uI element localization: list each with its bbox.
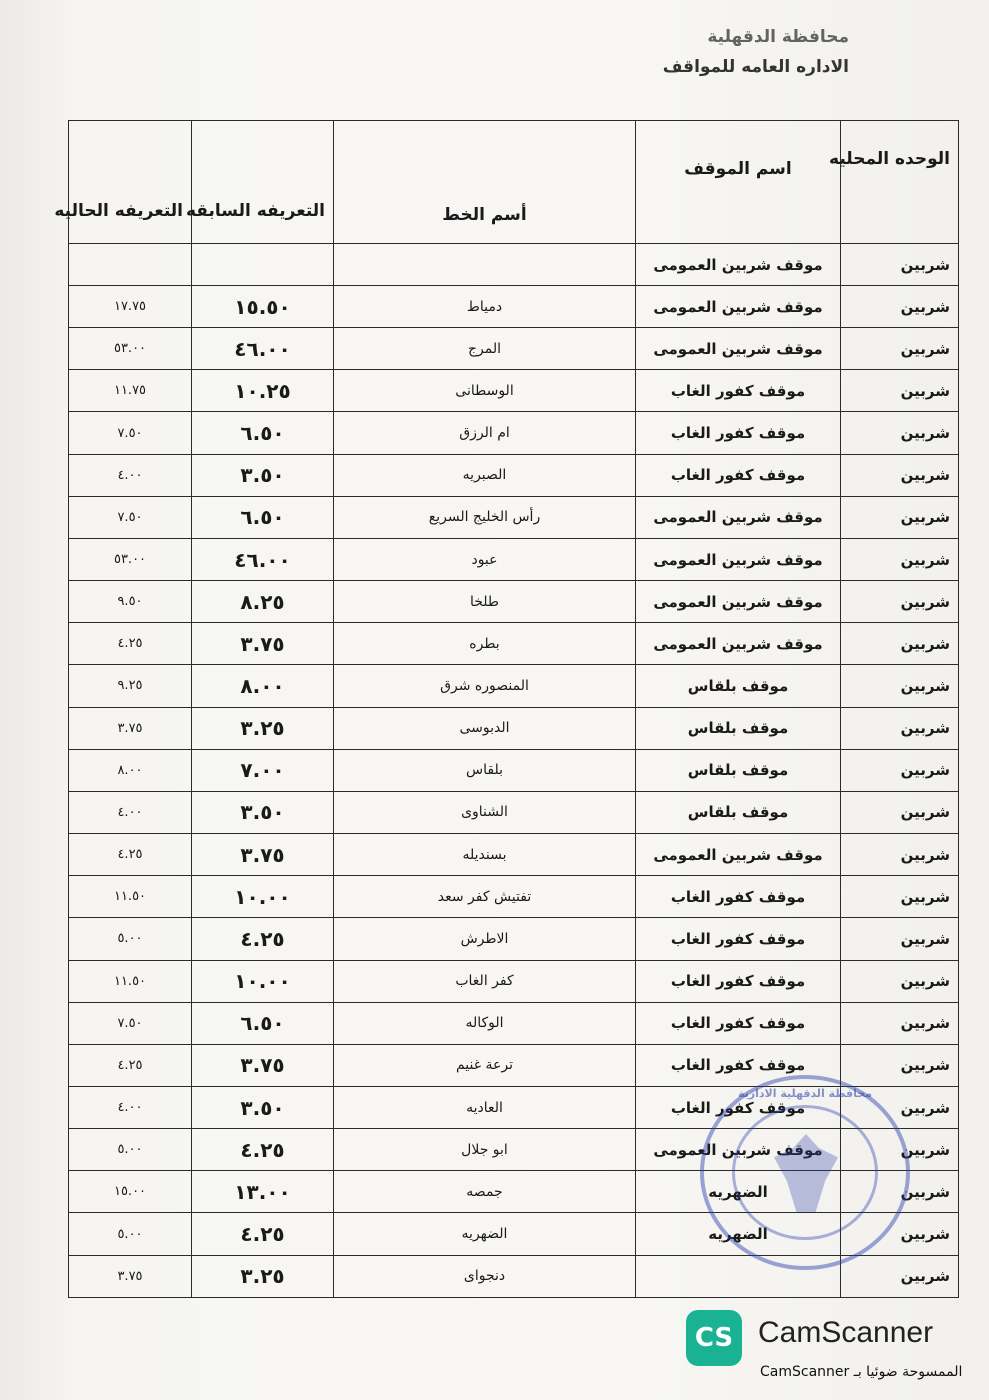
cell-unit: شربين — [841, 749, 959, 791]
cell-current-fare: ٤.٠٠ — [69, 1086, 192, 1128]
cell-station: موقف شربين العمومى — [636, 496, 841, 538]
col-header-current-fare: التعريفه الحاليه — [69, 121, 192, 244]
table-row — [69, 581, 959, 623]
cell-station: موقف بلقاس — [636, 665, 841, 707]
cell-station: موقف كفور الغاب — [636, 876, 841, 918]
col-header-line: أسم الخط — [334, 121, 636, 244]
cell-current-fare: ٥.٠٠ — [69, 918, 192, 960]
stamp-text: محافظة الدقهلية الادارية — [738, 1087, 872, 1100]
table-row — [69, 370, 959, 412]
cell-unit: شربين — [841, 1255, 959, 1297]
cell-line: تفتيش كفر سعد — [334, 876, 636, 918]
table-row — [69, 665, 959, 707]
cell-line: الاطرش — [334, 918, 636, 960]
cell-prev-fare: ١٠.٠٠ — [192, 876, 334, 918]
cell-station: موقف كفور الغاب — [636, 918, 841, 960]
cell-current-fare: ٧.٥٠ — [69, 412, 192, 454]
cell-prev-fare: ٣.٢٥ — [192, 707, 334, 749]
cell-current-fare: ٧.٥٠ — [69, 496, 192, 538]
cell-current-fare: ٤.٢٥ — [69, 834, 192, 876]
governorate-name: محافظة الدقهلية — [707, 27, 849, 47]
cell-station: موقف كفور الغاب — [636, 960, 841, 1002]
cell-unit: شربين — [841, 412, 959, 454]
cell-line: بطره — [334, 623, 636, 665]
col-header-station: اسم الموقف — [636, 121, 841, 244]
cell-unit: شربين — [841, 1044, 959, 1086]
cell-unit: شربين — [841, 538, 959, 580]
cell-station: موقف كفور الغاب — [636, 1086, 841, 1128]
cell-prev-fare: ٣.٧٥ — [192, 1044, 334, 1086]
cell-line: دمياط — [334, 286, 636, 328]
table-row — [69, 960, 959, 1002]
col-header-prev-fare: التعريفه السابقه — [192, 121, 334, 244]
cell-station: موقف بلقاس — [636, 791, 841, 833]
cell-station: موقف شربين العمومى — [636, 623, 841, 665]
department-name: الاداره العامه للمواقف — [662, 57, 849, 77]
cell-unit: شربين — [841, 1213, 959, 1255]
cell-prev-fare: ٦.٥٠ — [192, 412, 334, 454]
cell-line: الدبوسى — [334, 707, 636, 749]
cell-station: موقف شربين العمومى — [636, 286, 841, 328]
cell-prev-fare: ٣.٥٠ — [192, 791, 334, 833]
cell-prev-fare: ٦.٥٠ — [192, 1002, 334, 1044]
cell-prev-empty — [192, 244, 334, 286]
cell-unit: شربين — [841, 665, 959, 707]
camscanner-logo-icon: CS — [686, 1310, 742, 1366]
cell-current-fare: ١٧.٧٥ — [69, 286, 192, 328]
cell-line: الضهريه — [334, 1213, 636, 1255]
cell-station: موقف كفور الغاب — [636, 412, 841, 454]
cell-line: بلقاس — [334, 749, 636, 791]
cell-unit: شربين — [841, 707, 959, 749]
table-row — [69, 1086, 959, 1128]
cell-current-fare: ١١.٥٠ — [69, 876, 192, 918]
cell-station: الضهريه — [636, 1171, 841, 1213]
cell-prev-fare: ٣.٧٥ — [192, 834, 334, 876]
cell-current-fare: ٥٣.٠٠ — [69, 328, 192, 370]
cell-station: موقف شربين العمومى — [636, 538, 841, 580]
cell-unit: شربين — [841, 623, 959, 665]
table-row — [69, 834, 959, 876]
cell-prev-fare: ٤.٢٥ — [192, 1129, 334, 1171]
cell-line: جمصه — [334, 1171, 636, 1213]
cell-current-fare: ٩.٢٥ — [69, 665, 192, 707]
cell-line: العاديه — [334, 1086, 636, 1128]
cell-prev-fare: ٨.٢٥ — [192, 581, 334, 623]
table-header-row — [69, 121, 959, 244]
cell-station: موقف كفور الغاب — [636, 370, 841, 412]
table-row — [69, 918, 959, 960]
cell-unit: شربين — [841, 960, 959, 1002]
cell-current-fare: ١٥.٠٠ — [69, 1171, 192, 1213]
cell-line: المرج — [334, 328, 636, 370]
table-row — [69, 1002, 959, 1044]
table-row — [69, 791, 959, 833]
cell-current-fare: ٥٣.٠٠ — [69, 538, 192, 580]
cell-line: كفر الغاب — [334, 960, 636, 1002]
cell-unit: شربين — [841, 244, 959, 286]
cell-prev-fare: ٦.٥٠ — [192, 496, 334, 538]
cell-station — [636, 1255, 841, 1297]
cell-prev-fare: ٧.٠٠ — [192, 749, 334, 791]
cell-unit: شربين — [841, 454, 959, 496]
cell-station: موقف شربين العمومى — [636, 581, 841, 623]
cell-prev-fare: ٣.٥٠ — [192, 1086, 334, 1128]
cell-unit: شربين — [841, 1002, 959, 1044]
cell-prev-fare: ٤٦.٠٠ — [192, 538, 334, 580]
table-row — [69, 749, 959, 791]
cell-unit: شربين — [841, 834, 959, 876]
cell-station: موقف شربين العمومى — [636, 328, 841, 370]
table-row — [69, 328, 959, 370]
cell-prev-fare: ٤.٢٥ — [192, 918, 334, 960]
cell-prev-fare: ٨.٠٠ — [192, 665, 334, 707]
cell-current-fare: ٧.٥٠ — [69, 1002, 192, 1044]
table-row — [69, 286, 959, 328]
cell-line: عبود — [334, 538, 636, 580]
cell-unit: شربين — [841, 581, 959, 623]
cell-station: موقف كفور الغاب — [636, 1044, 841, 1086]
table-row — [69, 454, 959, 496]
cell-line: الصبريه — [334, 454, 636, 496]
col-header-unit: الوحده المحليه — [841, 121, 959, 244]
cell-line: ترعة غنيم — [334, 1044, 636, 1086]
table-row — [69, 538, 959, 580]
cell-line: رأس الخليج السريع — [334, 496, 636, 538]
cell-station: موقف كفور الغاب — [636, 1002, 841, 1044]
cell-current-fare: ٤.٠٠ — [69, 791, 192, 833]
cell-current-fare: ١١.٥٠ — [69, 960, 192, 1002]
cell-current-fare: ٥.٠٠ — [69, 1129, 192, 1171]
cell-current-fare: ٣.٧٥ — [69, 1255, 192, 1297]
table-row — [69, 412, 959, 454]
cell-station: موقف شربين العمومى — [636, 834, 841, 876]
cell-unit: شربين — [841, 1171, 959, 1213]
cell-current-fare: ٨.٠٠ — [69, 749, 192, 791]
document-header — [663, 22, 849, 82]
camscanner-footer: الممسوحة ضوئيا بـ CamScanner — [760, 1364, 963, 1380]
fare-table — [54, 120, 958, 1298]
cell-prev-fare: ٣.٥٠ — [192, 454, 334, 496]
cell-unit: شربين — [841, 496, 959, 538]
cell-current-fare: ٤.٢٥ — [69, 623, 192, 665]
cell-unit: شربين — [841, 370, 959, 412]
cell-line: ام الرزق — [334, 412, 636, 454]
table-row — [69, 876, 959, 918]
cell-line: طلخا — [334, 581, 636, 623]
table-row — [69, 1213, 959, 1255]
cell-line: الوسطانى — [334, 370, 636, 412]
table-row — [69, 707, 959, 749]
table-row — [69, 1044, 959, 1086]
cell-station: موقف شربين العمومى — [636, 1129, 841, 1171]
cell-line: دنجواى — [334, 1255, 636, 1297]
cell-prev-fare: ٣.٢٥ — [192, 1255, 334, 1297]
cell-unit: شربين — [841, 876, 959, 918]
cell-station: الضهريه — [636, 1213, 841, 1255]
table-row — [69, 1171, 959, 1213]
cell-unit: شربين — [841, 328, 959, 370]
cell-cur-empty — [69, 244, 192, 286]
cell-line: الشناوى — [334, 791, 636, 833]
cell-current-fare: ١١.٧٥ — [69, 370, 192, 412]
cell-prev-fare: ١٥.٥٠ — [192, 286, 334, 328]
cell-unit: شربين — [841, 1129, 959, 1171]
cell-current-fare: ٥.٠٠ — [69, 1213, 192, 1255]
cell-prev-fare: ٤٦.٠٠ — [192, 328, 334, 370]
cell-line-empty — [334, 244, 636, 286]
table-row — [69, 496, 959, 538]
cell-unit: شربين — [841, 286, 959, 328]
cell-prev-fare: ١٠.٢٥ — [192, 370, 334, 412]
table-row — [69, 1255, 959, 1297]
table-row — [69, 244, 959, 286]
cell-current-fare: ٤.٠٠ — [69, 454, 192, 496]
cell-line: الوكاله — [334, 1002, 636, 1044]
cell-line: المنصوره شرق — [334, 665, 636, 707]
cell-line: بسنديله — [334, 834, 636, 876]
cell-current-fare: ٤.٢٥ — [69, 1044, 192, 1086]
cell-station: موقف شربين العمومى — [636, 244, 841, 286]
cell-unit: شربين — [841, 791, 959, 833]
cell-prev-fare: ٤.٢٥ — [192, 1213, 334, 1255]
camscanner-name: CamScanner — [758, 1316, 934, 1349]
cell-line: ابو جلال — [334, 1129, 636, 1171]
cell-station: موقف بلقاس — [636, 749, 841, 791]
cell-station: موقف بلقاس — [636, 707, 841, 749]
cell-unit: شربين — [841, 918, 959, 960]
table-row — [69, 1129, 959, 1171]
cell-prev-fare: ١٣.٠٠ — [192, 1171, 334, 1213]
cell-current-fare: ٩.٥٠ — [69, 581, 192, 623]
cell-prev-fare: ١٠.٠٠ — [192, 960, 334, 1002]
cell-current-fare: ٣.٧٥ — [69, 707, 192, 749]
cell-prev-fare: ٣.٧٥ — [192, 623, 334, 665]
cell-station: موقف كفور الغاب — [636, 454, 841, 496]
cell-unit: شربين — [841, 1086, 959, 1128]
table-row — [69, 623, 959, 665]
